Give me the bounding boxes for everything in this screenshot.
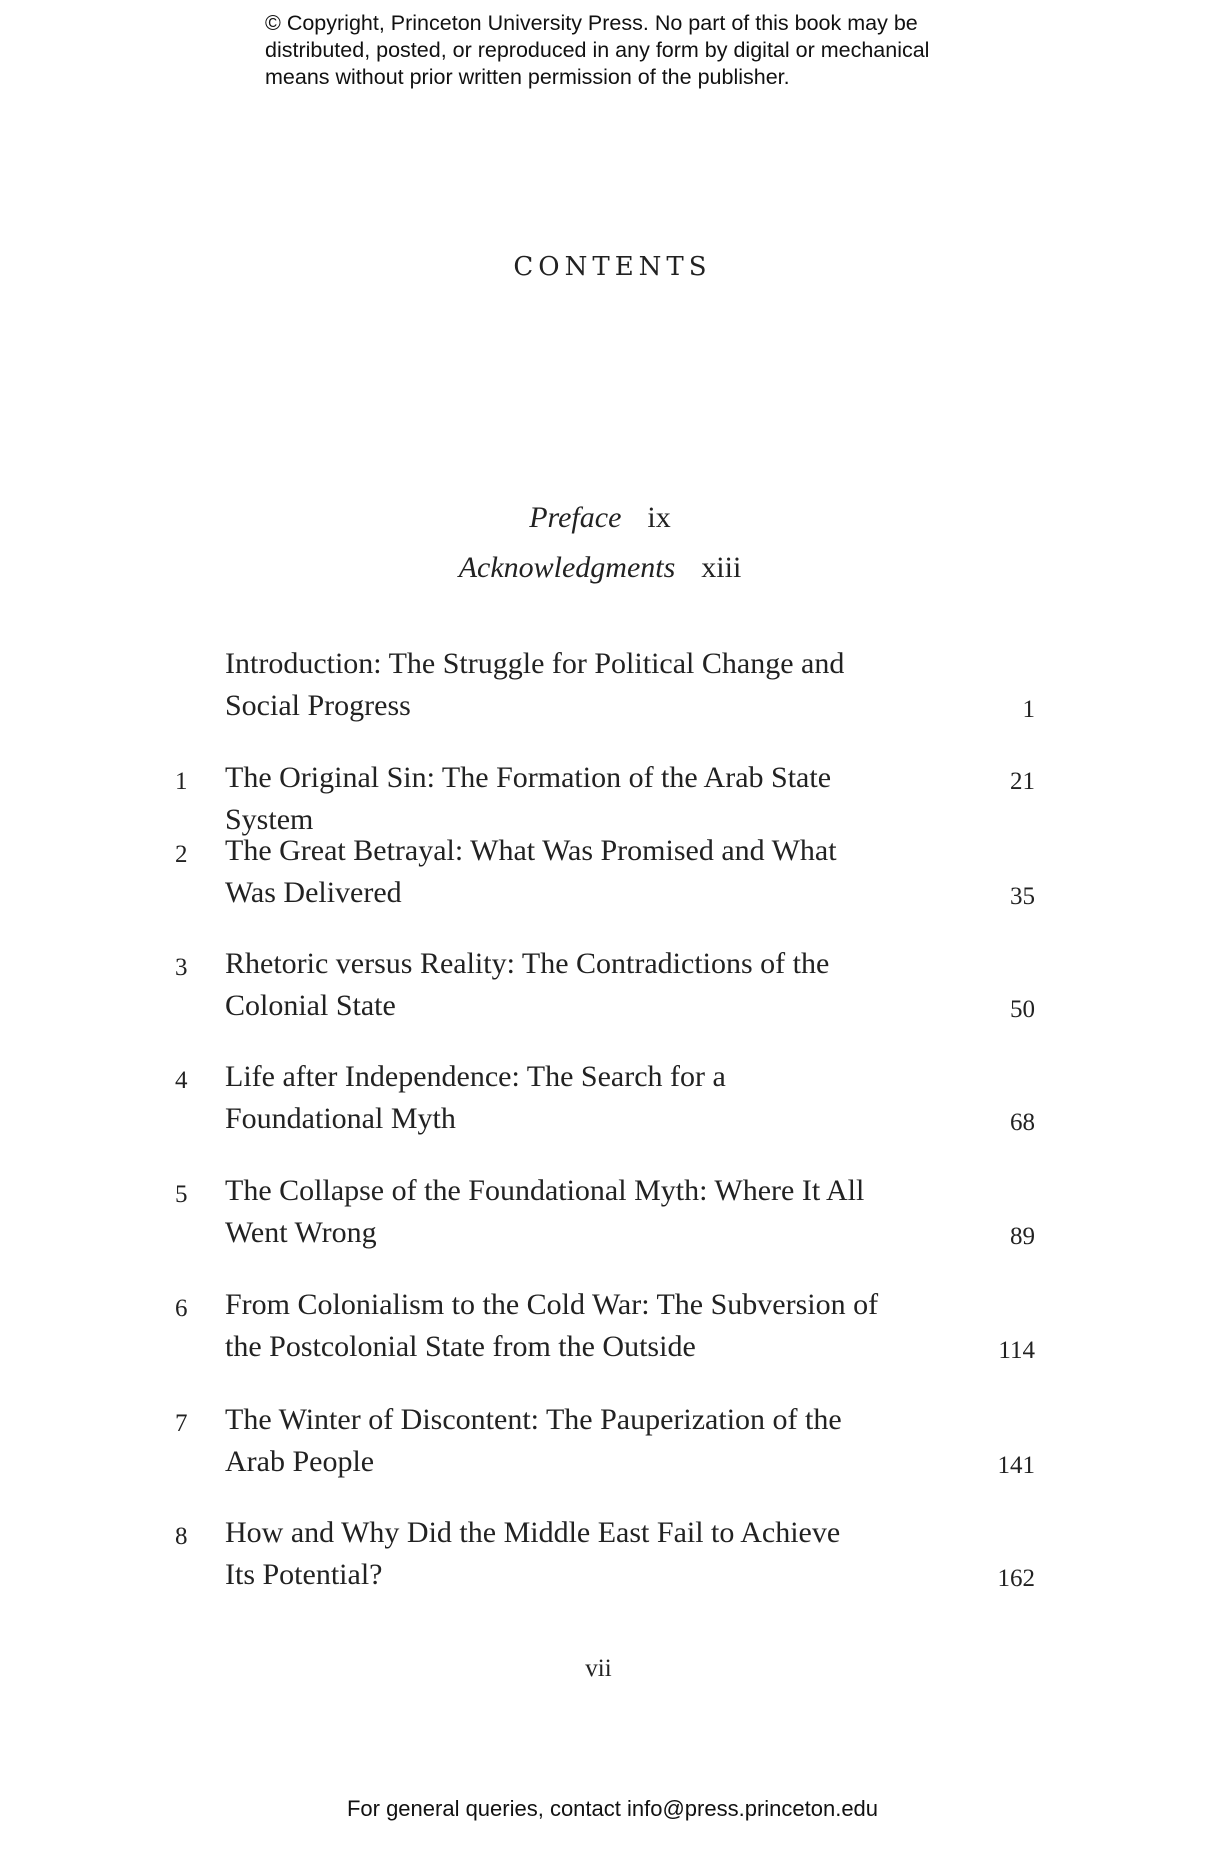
toc-entry-title-line: How and Why Did the Middle East Fail to Achieve: [225, 1516, 841, 1549]
toc-entry-title: [225, 757, 925, 841]
toc-entry-number: 5: [175, 1181, 188, 1208]
toc-entry-page: 1: [1022, 696, 1035, 723]
toc-entry-title-line: Its Potential?: [225, 1558, 383, 1591]
toc-entry-title: [225, 1399, 925, 1483]
toc-entry-page: xiii: [701, 551, 742, 584]
toc-entry-title: [225, 1170, 925, 1254]
toc-entry-title-line: Went Wrong: [225, 1216, 377, 1249]
toc-entry-page: 141: [997, 1452, 1035, 1479]
toc-entry-number: 1: [175, 768, 188, 795]
toc-entry-title-line: Foundational Myth: [225, 1102, 456, 1135]
toc-entry-title-line: The Great Betrayal: What Was Promised and What: [225, 834, 837, 867]
toc-entry-page: 162: [997, 1565, 1035, 1592]
toc-entry-title-line: Was Delivered: [225, 876, 402, 909]
toc-entry-title-line: The Collapse of the Foundational Myth: Where It All: [225, 1174, 865, 1207]
page-number: vii: [585, 1655, 612, 1682]
toc-entry-title-line: The Winter of Discontent: The Pauperization of the: [225, 1403, 842, 1436]
toc-entry-page: 21: [1010, 768, 1035, 795]
toc-entry-page: 35: [1010, 883, 1035, 910]
toc-entry-page: 89: [1010, 1223, 1035, 1250]
toc-entry-page: ix: [647, 501, 671, 534]
toc-entry-title-line: the Postcolonial State from the Outside: [225, 1330, 696, 1363]
toc-entry-page: 50: [1010, 996, 1035, 1023]
toc-entry-title-line: The Original Sin: The Formation of the Arab State System: [225, 761, 832, 836]
toc-entry-title-line: Life after Independence: The Search for a: [225, 1060, 726, 1093]
copyright-line: means without prior written permission of the publisher.: [265, 65, 790, 89]
toc-entry-title-line: Arab People: [225, 1445, 375, 1478]
copyright-line: © Copyright, Princeton University Press. No part of this book may be: [265, 11, 918, 35]
toc-entry-title: [225, 643, 925, 727]
toc-entry-number: 6: [175, 1295, 188, 1322]
toc-entry-title: [225, 1512, 925, 1596]
toc-entry-title-line: Colonial State: [225, 989, 396, 1022]
toc-entry-number: 4: [175, 1067, 188, 1094]
toc-entry-title-line: Social Progress: [225, 689, 411, 722]
toc-entry-title: [225, 943, 925, 1027]
toc-entry-number: 3: [175, 954, 188, 981]
toc-entry-number: 2: [175, 841, 188, 868]
toc-entry-page: 68: [1010, 1109, 1035, 1136]
copyright-line: distributed, posted, or reproduced in any form by digital or mechanical: [265, 38, 930, 62]
toc-entry-title: Acknowledgments: [458, 551, 676, 584]
page-title: CONTENTS: [513, 252, 712, 282]
toc-entry-title-line: From Colonialism to the Cold War: The Subversion of: [225, 1288, 879, 1321]
toc-entry-title: [225, 1284, 925, 1368]
toc-entry-title-line: Rhetoric versus Reality: The Contradictions of the: [225, 947, 830, 980]
toc-entry-page: 114: [998, 1337, 1035, 1364]
toc-entry-title-line: Introduction: The Struggle for Political Change and: [225, 647, 845, 680]
toc-entry-title: [225, 1056, 925, 1140]
toc-entry-number: 7: [175, 1410, 188, 1437]
toc-entry-number: 8: [175, 1523, 188, 1550]
toc-entry-title: [225, 830, 925, 914]
footer-contact: For general queries, contact info@press.princeton.edu: [346, 1796, 879, 1821]
toc-entry-title: Preface: [529, 501, 622, 534]
